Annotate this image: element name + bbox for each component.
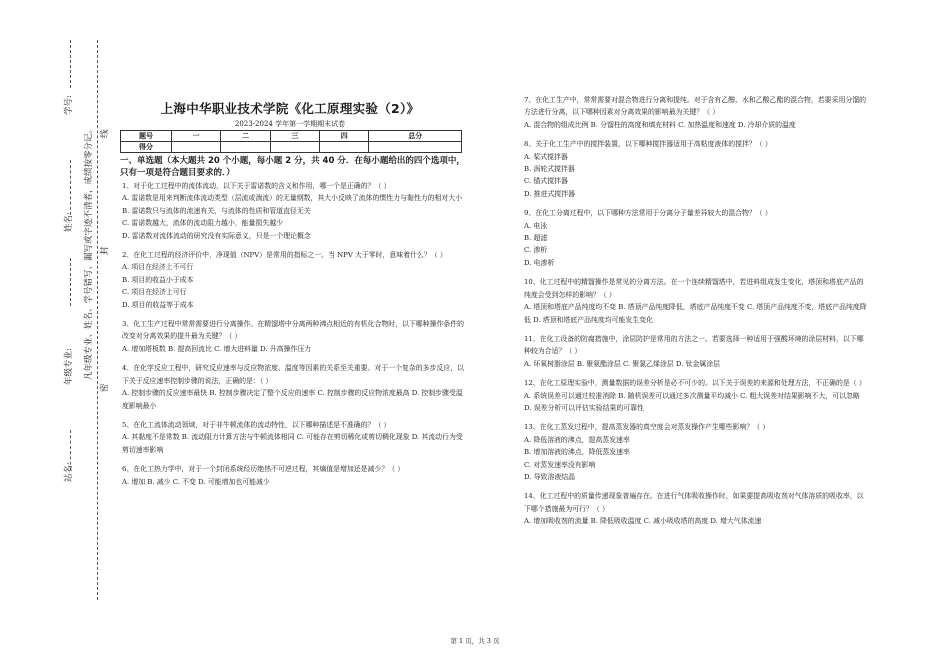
score-table-header-row <box>121 131 462 142</box>
question-option: D. 雷诺数对流体流动的研究没有实际意义，只是一个理论概念 <box>122 231 311 240</box>
question-option: A. 项目在经济上不可行 <box>122 263 194 272</box>
question-stem: 2、在化工过程的经济评价中，净现值（NPV）是常用的指标之一。当 NPV 大于零时，意味着什么？（ ） <box>122 251 447 260</box>
score-cell: 一 <box>172 131 221 142</box>
score-cell <box>172 142 221 153</box>
student-id-label: 学号: <box>64 95 74 115</box>
exam-title: 上海中华职业技术学院《化工原理实验（2）》 <box>160 101 420 116</box>
question-option: A. 其黏度不是常数 B. 流动阻力计算方法与牛顿流体相同 C. 可能存在剪切稀化或剪切稠化现象 D. 其流动行为受剪切速率影响 <box>122 433 463 454</box>
question-option: D. 电渗析 <box>524 258 555 267</box>
score-cell: 总分 <box>369 131 462 142</box>
question-option: C. 锚式搅拌器 <box>524 177 568 186</box>
section-title: 一、单选题（本大题共 20 个小题，每小题 2 分，共 40 分．在每小题给出的四个选项中，只有一项是符合题目要求的．） <box>120 156 465 178</box>
question-option: A. 电泳 <box>524 221 548 230</box>
binding-dashed-line <box>97 40 98 600</box>
question-option: C. 雷诺数越大，流体的流动阻力越小，能量损失越少 <box>122 219 283 228</box>
question-option: A. 环氧树脂涂层 B. 聚氨酯涂层 C. 聚氯乙烯涂层 D. 钛金属涂层 <box>524 359 721 368</box>
question-stem: 10、化工过程中的精馏操作是常见的分离方法。在一个连续精馏塔中，若进料组成发生变化，塔顶和塔底产品的纯度会受到怎样的影响？（ ） <box>524 278 864 299</box>
question-option: A. 降低溶液的沸点，提高蒸发速率 <box>524 435 630 444</box>
binding-mark-mi: 密 <box>100 383 110 392</box>
name-label: 姓名: <box>64 212 74 232</box>
question-option: B. 超滤 <box>524 234 548 243</box>
question-stem: 12、在化工原理实验中，测量数据的误差分析是必不可少的。以下关于误差的来源和处理方法，不正确的是（ ） <box>524 379 866 388</box>
score-cell: 四 <box>320 131 369 142</box>
question-option: A. 增加 B. 减少 C. 不变 D. 可能增加也可能减少 <box>122 477 270 486</box>
question-option: C. 对蒸发速率没有影响 <box>524 460 596 469</box>
question-stem: 5、在化工流体流动领域，对于非牛顿流体的流动特性，以下哪种描述是不准确的？（ ） <box>122 420 391 429</box>
score-cell: 得分 <box>121 142 172 153</box>
question-option: A. 塔顶和塔底产品纯度均不变 B. 塔顶产品纯度降低，塔底产品纯度不变 C. 塔顶产品纯度不变，塔底产品纯度降低 D. 塔顶和塔底产品纯度均可能发生变化 <box>524 303 867 324</box>
score-cell <box>270 142 319 153</box>
score-cell <box>320 142 369 153</box>
question-option: A. 雷诺数是用来判断流体流动类型（层流或湍流）的无量纲数，其大小反映了流体的惯性力与黏性力的相对大小 <box>122 194 463 203</box>
question-stem: 1、对于化工过程中的流体流动，以下关于雷诺数的含义和作用，哪一个是正确的？（ ） <box>122 182 391 190</box>
score-cell: 题号 <box>121 131 172 142</box>
question-option: A. 桨式搅拌器 <box>524 152 568 161</box>
question <box>524 94 869 131</box>
question <box>122 249 467 311</box>
question-option: D. 项目的收益等于成本 <box>122 300 194 309</box>
question-stem: 14、化工过程中的质量传递现象普遍存在。在进行气体吸收操作时，如果要提高吸收剂对气体溶质的吸收率，以下哪个措施最为可行？（ ） <box>524 492 864 513</box>
questions-right-column <box>524 94 869 535</box>
score-cell: 二 <box>221 131 270 142</box>
question-option: C. 项目在经济上可行 <box>122 288 187 297</box>
question-stem: 6、在化工热力学中，对于一个封闭系统经历绝热不可逆过程，其熵值是增加还是减少？（ ） <box>122 465 405 474</box>
question-option: B. 雷诺数只与流体的流速有关，与流体的性质和管道直径无关 <box>122 206 311 215</box>
question-stem: 7、在化工生产中，常常需要对混合物进行分离和提纯。对于含有乙醇、水和乙酸乙酯的混合物，若要采用分馏的方法进行分离，以下哪种因素对分离效果的影响最为关键？（ ） <box>524 96 867 117</box>
question-option: B. 涡轮式搅拌器 <box>524 165 575 174</box>
question-stem: 9、在化工分离过程中，以下哪种方法常用于分离分子量差异较大的混合物？（ ） <box>524 209 772 218</box>
grade-major-label: 年级专业: <box>64 348 74 385</box>
score-cell <box>221 142 270 153</box>
question <box>122 318 467 355</box>
name-underline <box>70 160 71 215</box>
question-option: B. 增加溶液的沸点，降低蒸发速率 <box>524 448 630 457</box>
question <box>122 362 467 412</box>
question-option: B. 项目的收益小于成本 <box>122 275 194 284</box>
question <box>122 419 467 456</box>
question-option: A. 控制步骤的反应速率最快 B. 控制步骤决定了整个反应的速率 C. 控制步骤的反应物浓度最高 D. 控制步骤受温度影响最小 <box>122 389 463 410</box>
grade-underline <box>70 258 71 306</box>
question <box>524 490 869 527</box>
question-option: A. 混合物的组成比例 B. 分馏柱的高度和填充材料 C. 加热温度和速度 D. 冷却介质的温度 <box>524 120 796 129</box>
page-footer: 第 1 页，共 3 页 <box>450 637 500 645</box>
question <box>524 333 869 370</box>
id-underline <box>70 40 71 88</box>
question-stem: 13、在化工蒸发过程中，提高蒸发器的真空度会对蒸发操作产生哪些影响？（ ） <box>524 423 770 432</box>
score-cell: 三 <box>270 131 319 142</box>
site-underline <box>70 430 71 470</box>
question <box>524 138 869 200</box>
question <box>524 421 869 483</box>
question-option: D. 推进式搅拌器 <box>524 189 576 198</box>
question <box>524 377 869 414</box>
question-option: D. 导致溶液结晶 <box>524 472 576 481</box>
question-option: A. 系统误差可以通过校准消除 B. 随机误差可以通过多次测量平均减小 C. 粗大误差对结果影响不大，可以忽略 D. 误差分析可以评估实验结果的可靠性 <box>524 391 862 412</box>
question-option: A. 增加塔板数 B. 提高回流比 C. 增大进料量 D. 升高操作压力 <box>122 344 312 353</box>
question-stem: 3、化工生产过程中常常需要进行分离操作。在精馏塔中分离两种沸点相近的有机化合物时，以下哪种操作条件的改变对分离效果的提升最为关键？（ ） <box>122 320 465 341</box>
question <box>122 180 467 242</box>
question-option: C. 渗析 <box>524 246 548 255</box>
question <box>122 463 467 488</box>
score-table-score-row <box>121 142 462 153</box>
question-stem: 11、在化工设备的防腐措施中，涂层防护是常用的方法之一。若要选择一种适用于强酸环境的涂层材料，以下哪种较为合适？（ ） <box>524 334 864 356</box>
binding-instruction: 凡年级专业、姓名、学号错写、漏写或字迹不清者，成绩按零分记。 <box>84 124 94 380</box>
question <box>524 207 869 269</box>
binding-mark-feng: 封 <box>100 246 110 255</box>
exam-subtitle: 2023-2024 学年第一学期期末试卷 <box>234 120 346 128</box>
binding-mark-xian: 线 <box>100 129 110 138</box>
question-stem: 8、关于化工生产中的搅拌装置，以下哪种搅拌器适用于高粘度液体的搅拌？（ ） <box>524 140 772 149</box>
questions-left-column <box>122 180 467 495</box>
question-option: A. 增加吸收剂的流量 B. 降低吸收温度 C. 减小吸收塔的高度 D. 增大气体流速 <box>524 517 762 526</box>
score-table <box>120 130 462 153</box>
question-stem: 4、在化学反应工程中，研究反应速率与反应物浓度、温度等因素的关系至关重要。对于一个复杂的多步反应，以下关于反应速率控制步骤的说法，正确的是：（ ） <box>122 364 465 385</box>
score-cell <box>369 142 462 153</box>
question <box>524 276 869 326</box>
exam-site-label: 站名: <box>64 462 74 482</box>
